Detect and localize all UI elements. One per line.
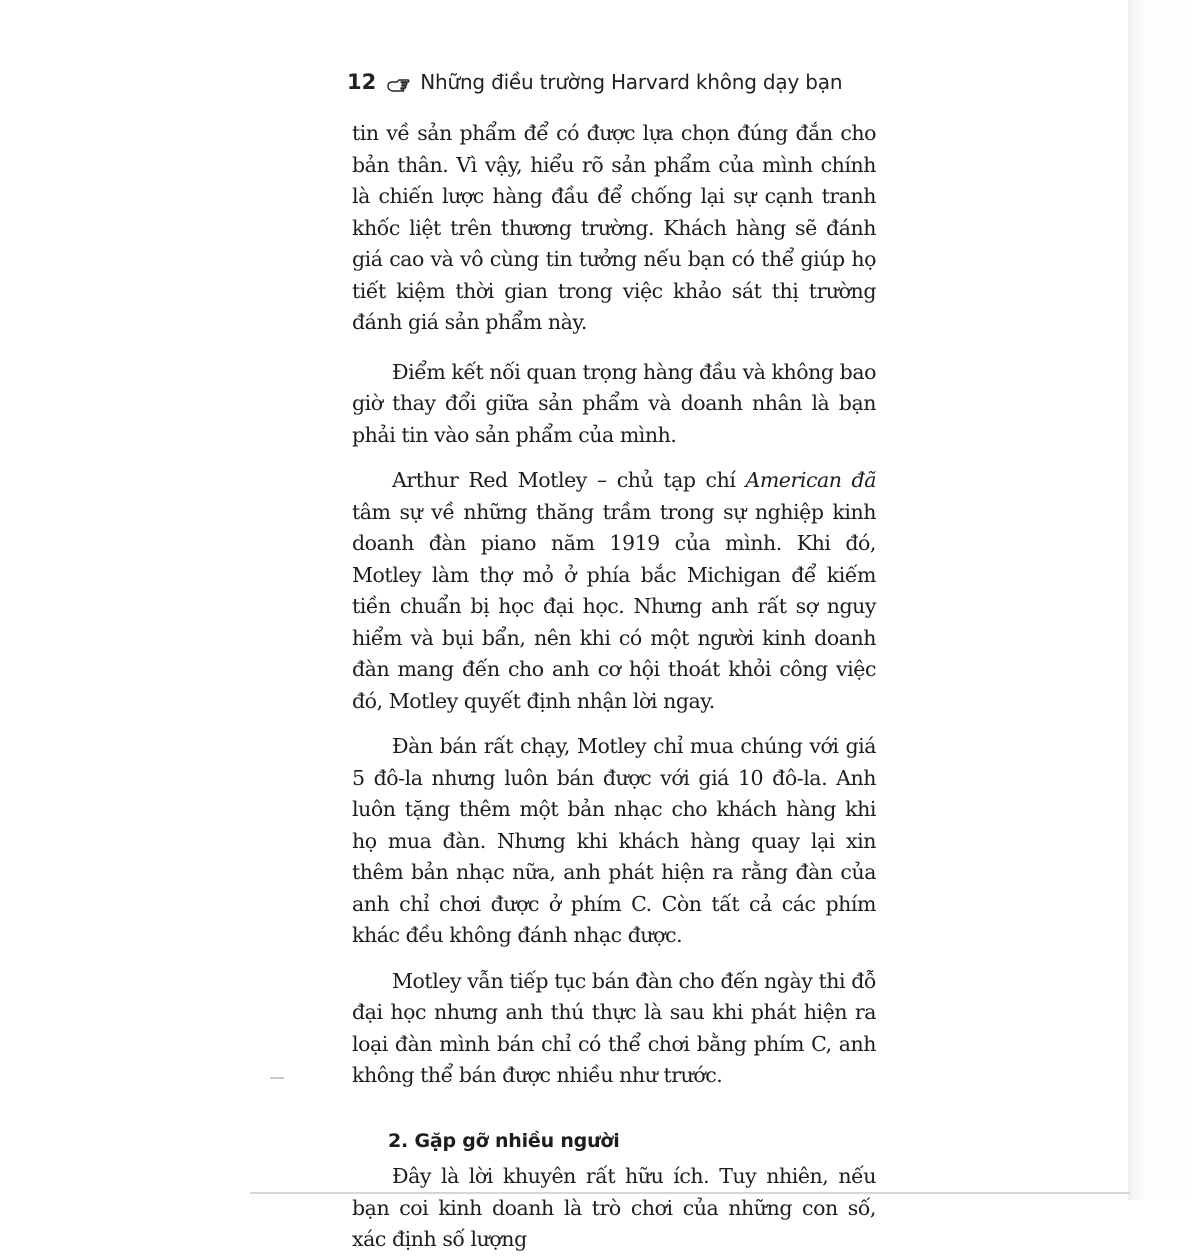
margin-mark [270, 1077, 284, 1079]
section-heading: 2. Gặp gỡ nhiều người [388, 1129, 620, 1152]
paragraph: Đàn bán rất chạy, Motley chỉ mua chúng với giá 5 đô-la nhưng luôn bán được với giá 10 đô-la. Anh luôn tặng thêm một bản nhạc cho khách hàng khi họ mua đàn. Nhưng khi khách hàng quay lại xin thêm bản nhạc nữa, anh phát hiện ra rằng đàn của anh chỉ chơi được ở phím C. Còn tất cả các phím khác đều không đánh nhạc được. [352, 734, 876, 947]
pointing-hand-icon [386, 74, 410, 90]
page-header [347, 62, 842, 102]
paragraph: Motley vẫn tiếp tục bán đàn cho đến ngày thi đỗ đại học nhưng anh thú thực là sau khi phát hiện ra loại đàn mình bán chỉ có thể chơi bằng phím C, anh không thể bán được nhiều như trước. [352, 968, 876, 1087]
magazine-name: American đã [745, 468, 876, 492]
paragraph: Đây là lời khuyên rất hữu ích. Tuy nhiên, nếu bạn coi kinh doanh là trò chơi của những con số, xác định số lượng [352, 1164, 876, 1251]
paragraph: tin về sản phẩm để có được lựa chọn đúng đắn cho bản thân. Vì vậy, hiểu rõ sản phẩm của mình chính là chiến lược hàng đầu để chống lại sự cạnh tranh khốc liệt trên thương trường. Khách hàng sẽ đánh giá cao và vô cùng tin tưởng nếu bạn có thể giúp họ tiết kiệm thời gian trong việc khảo sát thị trường đánh giá sản phẩm này. [352, 121, 876, 334]
page-edge-shadow [1128, 0, 1200, 1200]
paragraph: Điểm kết nối quan trọng hàng đầu và không bao giờ thay đổi giữa sản phẩm và doanh nhân là bạn phải tin vào sản phẩm của mình. [352, 359, 877, 447]
paragraph [352, 465, 876, 717]
page-number: 12 [347, 70, 377, 94]
paragraph-text: Arthur Red Motley – chủ tạp chí [392, 468, 746, 492]
page-body [352, 118, 876, 1256]
paragraph-text: tâm sự về những thăng trầm trong sự nghiệp kinh doanh đàn piano năm 1919 của mình. Khi đó, Motley làm thợ mỏ ở phía bắc Michigan để kiếm tiền chuẩn bị học đại học. Nhưng anh rất sợ nguy hiểm và bụi bẩn, nên khi có một người kinh doanh đàn mang đến cho anh cơ hội thoát khỏi công việc đó, Motley quyết định nhận lời ngay. [352, 499, 876, 713]
running-title: Những điều trường Harvard không dạy bạn [420, 70, 843, 94]
